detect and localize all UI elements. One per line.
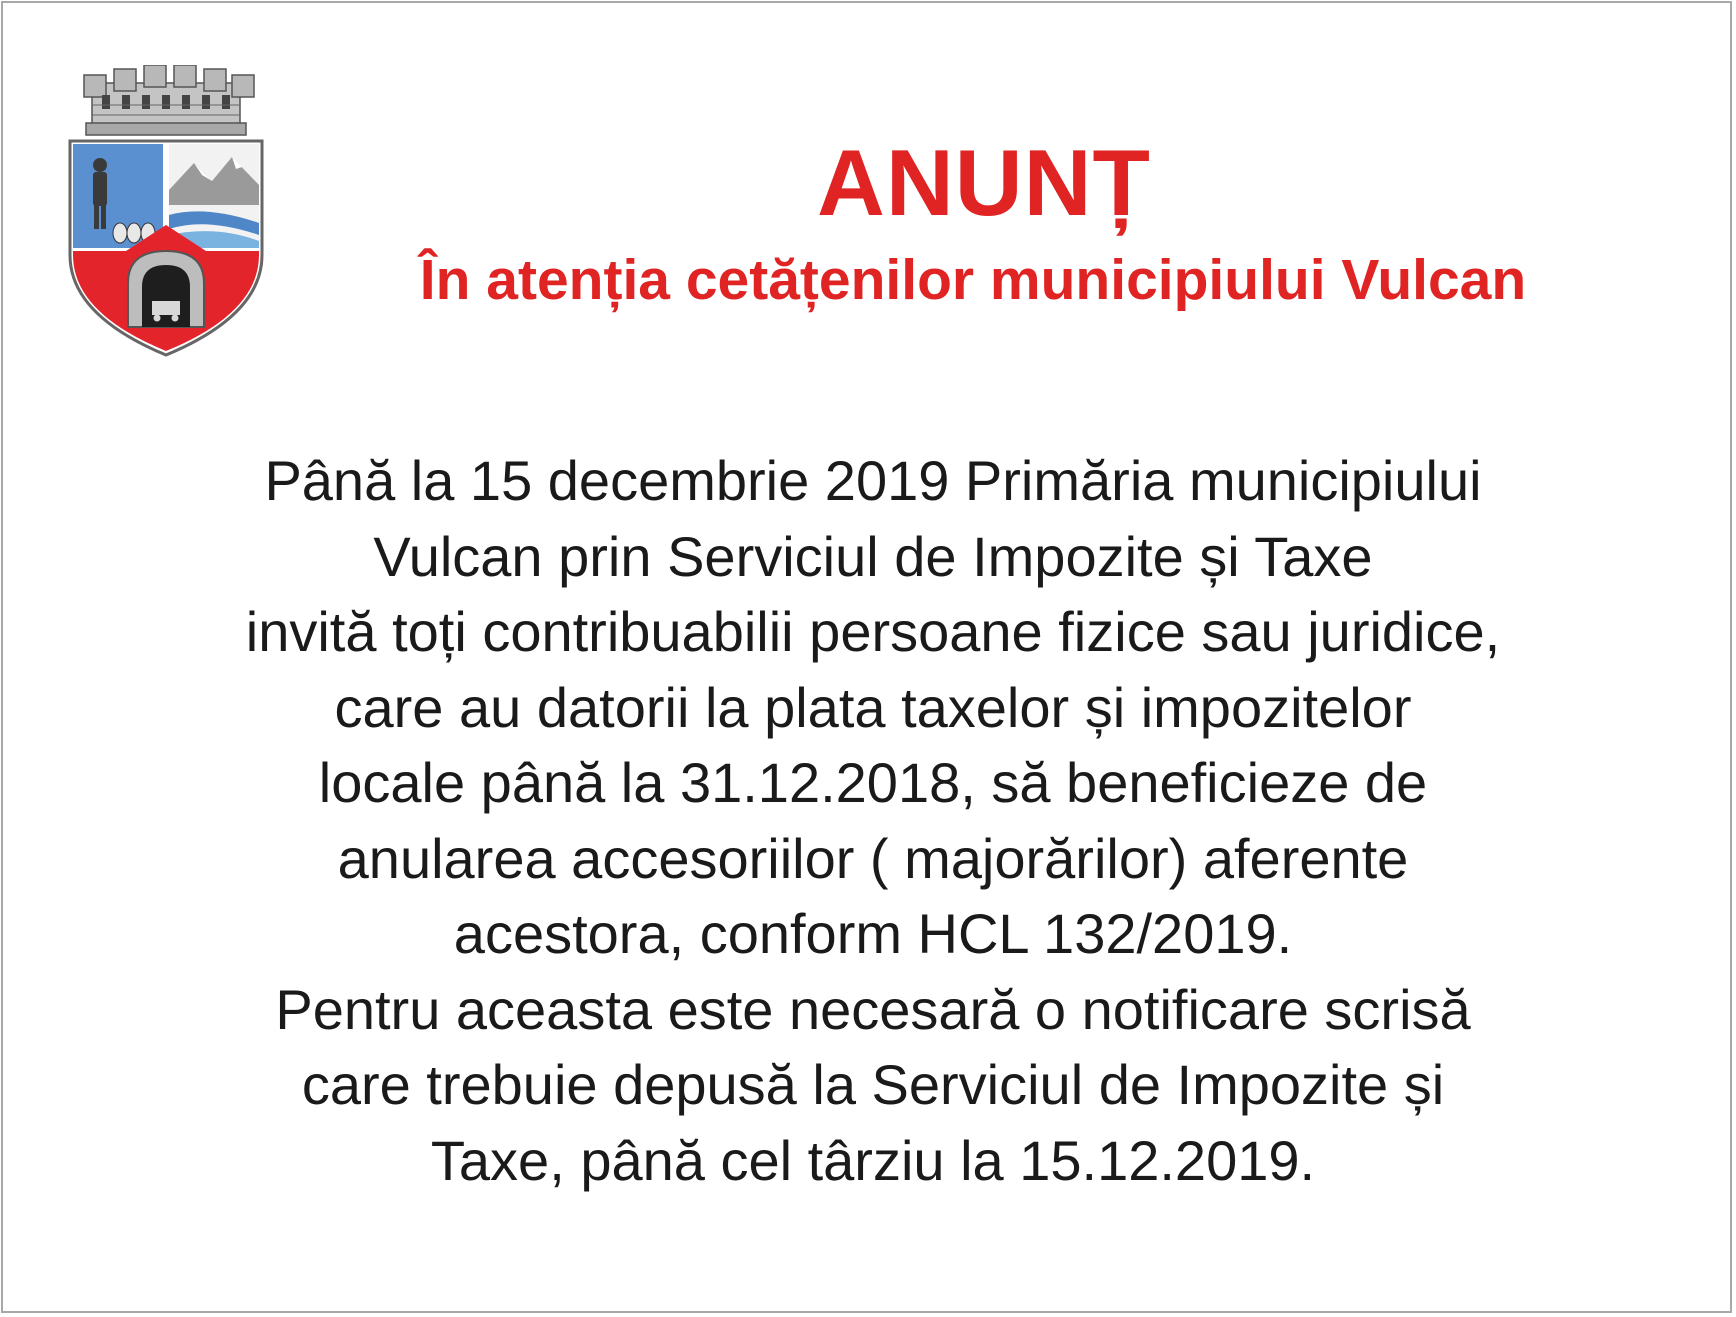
header [293,131,1653,313]
body-line: Taxe, până cel târziu la 15.12.2019. [430,1128,1316,1192]
body-line: Pentru aceasta este necesară o notificare scrisă [275,977,1471,1041]
body-line: invită toți contribuabilii persoane fizice sau juridice, [245,600,1501,663]
announcement-notice [1,1,1732,1313]
body-line: care au datorii la plata taxelor și impozitelor [334,675,1412,739]
body-line: Vulcan prin Serviciul de Impozite și Taxe [373,524,1373,588]
body-line: Până la 15 decembrie 2019 Primăria municipiului [264,449,1482,512]
body-line: locale până la 31.12.2018, să beneficieze de [318,751,1428,814]
coat-of-arms-icon [66,65,266,357]
announcement-title: ANUNȚ [817,130,1151,235]
announcement-body [63,443,1683,1198]
body-line: care trebuie depusă la Serviciul de Impozite și [301,1053,1445,1116]
announcement-subtitle: În atenția cetățenilor municipiului Vulcan [419,248,1527,312]
body-line: anularea accesoriilor ( majorărilor) aferente [337,826,1409,890]
body-line: acestora, conform HCL 132/2019. [453,902,1293,965]
